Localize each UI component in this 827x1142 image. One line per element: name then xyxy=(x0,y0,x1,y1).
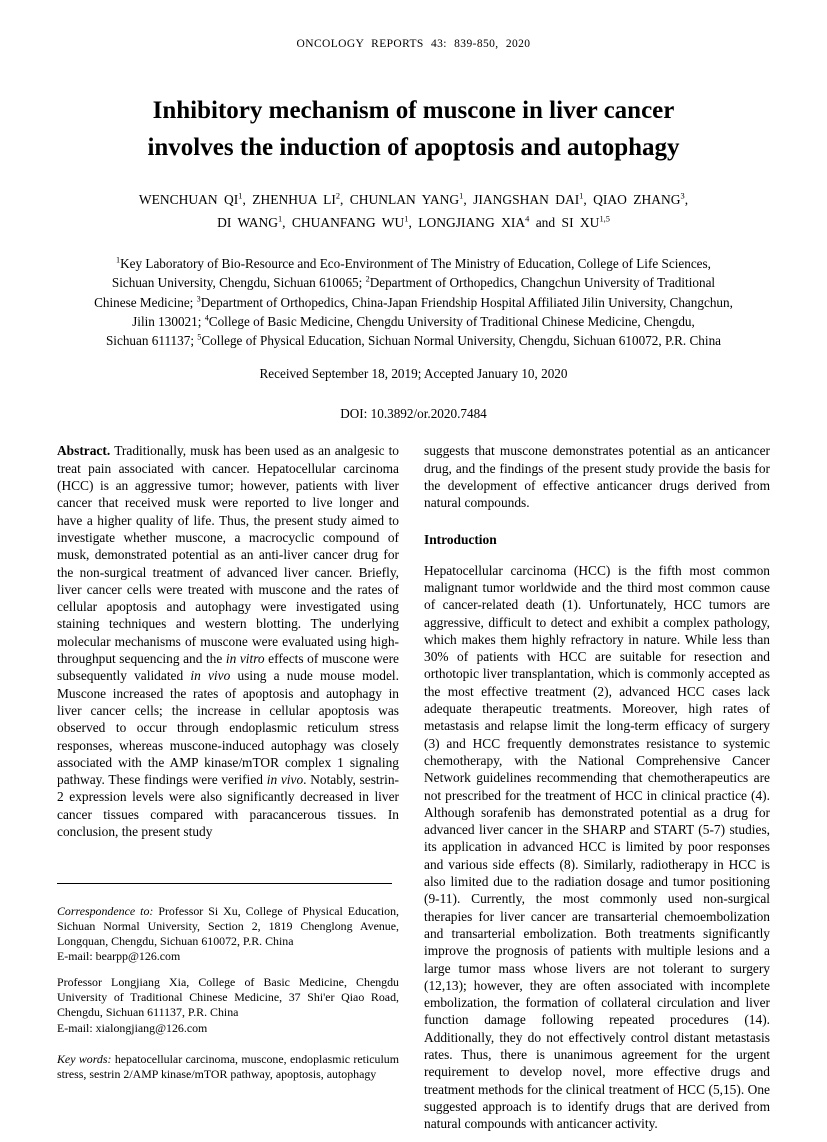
introduction-heading: Introduction xyxy=(424,531,497,547)
correspondence-address-2: Professor Longjiang Xia, College of Basic Medicine, Chengdu University of Traditional Chinese Medicine, 37 Shi'er Qiao Road, Chengdu, Sichuan 611137, P.R. China xyxy=(57,974,399,1020)
affiliation-line: Sichuan 611137; $^5$College of Physical Education, Sichuan Normal University, Chengdu, Sichuan 610072, P.R. China xyxy=(105,332,722,349)
correspondence-email-1: E-mail: bearpp@126.com xyxy=(57,949,181,964)
left-column xyxy=(57,442,399,1082)
correspondence-block-2 xyxy=(57,975,399,1036)
footnote-area xyxy=(57,883,399,1083)
authors-line-1: WENCHUAN $QI^1$, ZHENHUA $LI^2$, CHUNLAN YANG$^1$, JIANGSHAN DAI$^1$, QIAO ZHANG$^3$, xyxy=(138,191,689,207)
received-accepted-dates: Received September 18, 2019; Accepted January 10, 2020 xyxy=(259,366,568,382)
article-title xyxy=(57,92,770,166)
footnote-divider xyxy=(57,883,392,884)
authors xyxy=(57,188,770,234)
article-body xyxy=(57,442,770,1132)
correspondence-block-1 xyxy=(57,904,399,965)
affiliation-line: Jilin 130021; $^4$College of Basic Medicine, Chengdu University of Traditional Chinese Medicine, Chengdu, xyxy=(132,313,695,329)
abstract-continuation: suggests that muscone demonstrates potential as an anticancer drug, and the findings of the present study provide the basis for the development of effective anticancer drugs derived from natural compounds. xyxy=(424,443,770,511)
correspondence-email-2: E-mail: xialongjiang@126.com xyxy=(57,1020,208,1035)
affiliation-line: $^1$Key Laboratory of Bio-Resource and Eco-Environment of The Ministry of Education, College of Life Sciences, xyxy=(116,255,711,271)
correspondence-address-1: Correspondence to: Professor Si Xu, College of Physical Education, Sichuan Normal University, Section 2, 1819 Chenglong Avenue, Longquan, Chengdu, Sichuan 610072, P.R. China xyxy=(57,903,399,949)
journal-header: ONCOLOGY REPORTS 43: 839-850, 2020 xyxy=(296,38,531,50)
affiliation-line: Chinese Medicine; $^3$Department of Orthopedics, China-Japan Friendship Hospital Affiliated Jilin University, Changchun, xyxy=(94,294,733,310)
authors-line-2: DI WANG$^1$, CHUANFANG $WU^1$, LONGJIANG XIA$^4$ and SI XU$^{1,5}$ xyxy=(217,214,610,230)
introduction-paragraph: Hepatocellular carcinoma (HCC) is the fifth most common malignant tumor worldwide and the third most common cause of cancer-related death (1). Unfortunately, HCC tumors are aggressive, difficult to detect and exhibit a complex pathology, which makes them highly refractory in nature. While less than 30% of patients with HCC are suitable for resection and orthotopic liver transplantation, which is commonly accepted as the most effective treatment (2), advanced HCC cases lack adequate therapeutic treatments. Moreover, high rates of metastasis and relapse limit the long-term efficacy of surgery (3) and HCC frequently demonstrates resistance to systemic chemotherapy, with the National Comprehensive Cancer Network guidelines recommending that chemotherapeutics are not prescribed for the treatment of HCC in clinical practice (4). Although sorafenib has demonstrated potential as a drug for advanced liver cancer in the SHARP and START (5-7) studies, its application in advanced HCC is limited by poor responses and various side effects (8). Similarly, radiotherapy in HCC is also limited due to the radiation dosage and tumor positioning (9-11). Currently, the most commonly used non-surgical therapies for liver cancer are transarterial chemoembolization and transarterial embolization. Both treatments significantly improve the prognosis of patients with multiple lesions and a large tumor mass whose livers are not tolerant to surgery (12,13); however, they are often associated with incomplete embolization, the formation of collateral circulation and liver function damage following repeated procedures (14). Additionally, they do not effectively control distant metastasis rates. Thus, there is unanimous agreement for the urgent requirement to develop novel, more effective drugs and treatment methods for the clinical treatment of HCC (5,15). One suggested approach is to identify drugs that are derived from natural compounds with anticancer activity. xyxy=(424,562,770,1132)
affiliations xyxy=(57,254,770,350)
article-title-line-1: Inhibitory mechanism of muscone in liver cancer xyxy=(152,97,675,124)
right-column xyxy=(424,442,770,1132)
abstract: Abstract. Traditionally, musk has been used as an analgesic to treat pain associated with cancer. Hepatocellular carcinoma (HCC) is an aggressive tumor; however, patients with liver cancer that received musk were reported to live longer and have a higher quality of life. Thus, the present study aimed to investigate whether muscone, a macrocyclic compound of musk, demonstrated potential as an anti-liver cancer drug for the non-surgical treatment of advanced liver cancer. Briefly, liver cancer cells were treated with muscone and the rates of cellular apoptosis and autophagy were investigated using staining techniques and western blotting. The underlying molecular mechanisms of muscone were evaluated using high-throughput sequencing and the in vitro effects of muscone were subsequently validated in vivo using a nude mouse model. Muscone increased the rates of apoptosis and autophagy in liver cancer cells; the increase in cellular apoptosis was observed to occur through endoplasmic reticulum stress responses, whereas muscone-induced autophagy was closely associated with the AMP kinase/mTOR complex 1 signaling pathway. These findings were verified in vivo. Notably, sestrin-2 expression levels were also significantly decreased in liver cancer tissues compared with paracancerous tissues. In conclusion, the present study xyxy=(57,443,399,840)
article-title-line-2: involves the induction of apoptosis and autophagy xyxy=(147,134,680,161)
keywords-text: Key words: hepatocellular carcinoma, muscone, endoplasmic reticulum stress, sestrin 2/AMP kinase/mTOR pathway, apoptosis, autophagy xyxy=(57,1051,399,1082)
affiliation-line: Sichuan University, Chengdu, Sichuan 610065; $^2$Department of Orthopedics, Changchun University of Traditional xyxy=(111,274,716,291)
keywords-block xyxy=(57,1052,399,1083)
doi: DOI: 10.3892/or.2020.7484 xyxy=(340,406,487,422)
